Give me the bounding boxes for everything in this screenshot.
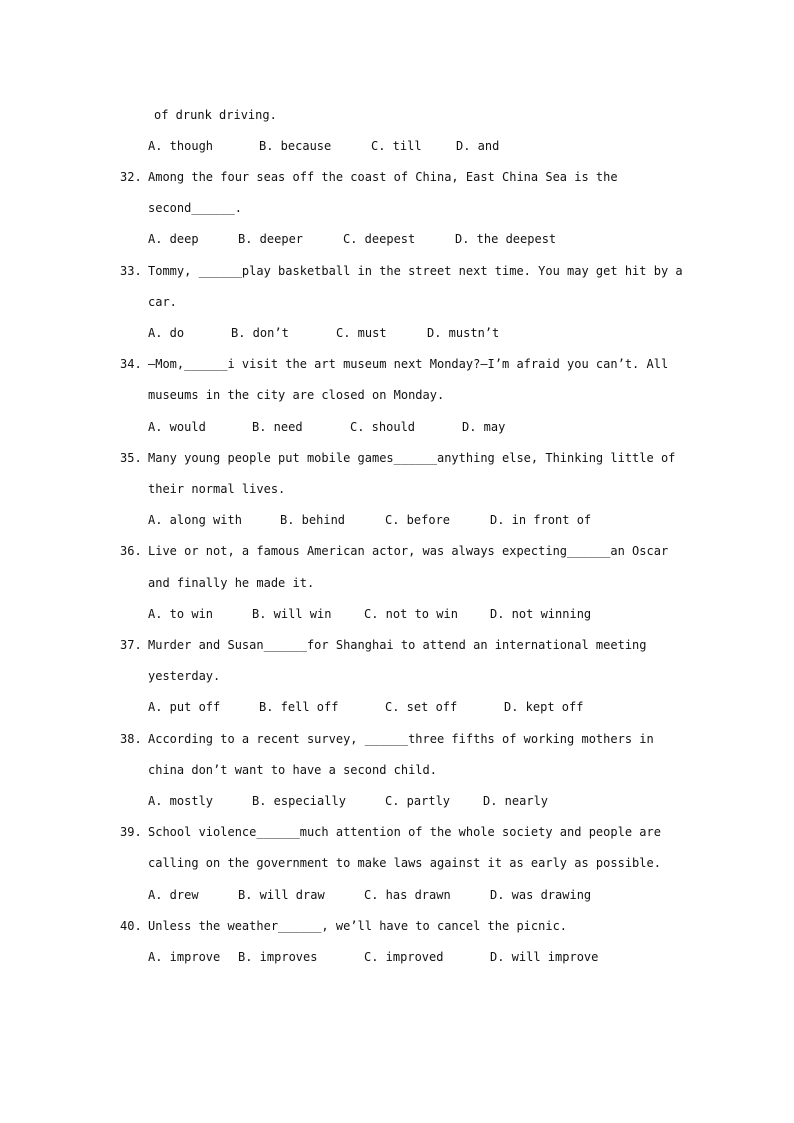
option-a: A. mostly <box>148 794 214 808</box>
option-c: C. partly <box>385 794 451 808</box>
question-number: 32. <box>120 170 142 184</box>
question-text-line: –Mom,______i visit the art museum next Monday?–I’m afraid you can’t. All <box>148 357 669 371</box>
question-number: 40. <box>120 919 142 933</box>
option-c: C. not to win <box>364 607 458 621</box>
question-text-line: china don’t want to have a second child. <box>148 763 437 777</box>
option-a: A. drew <box>148 888 199 902</box>
option-c: C. deepest <box>343 232 416 246</box>
question-text-line: Live or not, a famous American actor, was always expecting______an Oscar <box>148 544 669 558</box>
option-b: B. fell off <box>259 700 339 714</box>
question-text-line: calling on the government to make laws against it as early as possible. <box>148 856 661 870</box>
question-number: 38. <box>120 732 142 746</box>
question-text-line: of drunk driving. <box>154 108 277 122</box>
option-a: A. improve <box>148 950 221 964</box>
question-text-line: Unless the weather______, we’ll have to cancel the picnic. <box>148 919 568 933</box>
question-text-line: their normal lives. <box>148 482 286 496</box>
question-number: 39. <box>120 825 142 839</box>
question-number: 34. <box>120 357 142 371</box>
option-b: B. improves <box>238 950 318 964</box>
option-a: A. deep <box>148 232 199 246</box>
question-text-line: Many young people put mobile games______anything else, Thinking little of <box>148 451 676 465</box>
question-number: 33. <box>120 264 142 278</box>
option-a: A. do <box>148 326 185 340</box>
option-a: A. put off <box>148 700 221 714</box>
option-c: C. set off <box>385 700 458 714</box>
option-d: D. was drawing <box>490 888 592 902</box>
option-b: B. because <box>259 139 332 153</box>
question-text-line: Murder and Susan______for Shanghai to attend an international meeting <box>148 638 647 652</box>
question-text-line: car. <box>148 295 177 309</box>
question-text-line: School violence______much attention of the whole society and people are <box>148 825 661 839</box>
question-number: 36. <box>120 544 142 558</box>
option-b: B. will win <box>252 607 332 621</box>
option-a: A. along with <box>148 513 242 527</box>
question-text-line: According to a recent survey, ______three fifths of working mothers in <box>148 732 654 746</box>
option-b: B. will draw <box>238 888 325 902</box>
option-b: B. deeper <box>238 232 304 246</box>
question-text-line: and finally he made it. <box>148 576 315 590</box>
option-a: A. to win <box>148 607 214 621</box>
question-text-line: Tommy, ______play basketball in the street next time. You may get hit by a <box>148 264 683 278</box>
option-d: D. may <box>462 420 506 434</box>
option-b: B. especially <box>252 794 346 808</box>
option-d: D. the deepest <box>455 232 557 246</box>
option-c: C. till <box>371 139 422 153</box>
question-text-line: second______. <box>148 201 242 215</box>
option-c: C. must <box>336 326 387 340</box>
option-b: B. behind <box>280 513 346 527</box>
option-c: C. has drawn <box>364 888 451 902</box>
option-a: A. though <box>148 139 214 153</box>
option-d: D. kept off <box>504 700 584 714</box>
option-c: C. should <box>350 420 416 434</box>
question-text-line: yesterday. <box>148 669 221 683</box>
option-b: B. don’t <box>231 326 289 340</box>
option-c: C. before <box>385 513 451 527</box>
option-d: D. nearly <box>483 794 549 808</box>
option-d: D. not winning <box>490 607 592 621</box>
option-d: D. will improve <box>490 950 599 964</box>
question-text-line: museums in the city are closed on Monday. <box>148 388 445 402</box>
question-number: 37. <box>120 638 142 652</box>
option-d: D. in front of <box>490 513 592 527</box>
question-number: 35. <box>120 451 142 465</box>
option-d: D. and <box>456 139 500 153</box>
option-b: B. need <box>252 420 303 434</box>
option-d: D. mustn’t <box>427 326 500 340</box>
option-a: A. would <box>148 420 206 434</box>
question-text-line: Among the four seas off the coast of China, East China Sea is the <box>148 170 618 184</box>
option-c: C. improved <box>364 950 444 964</box>
